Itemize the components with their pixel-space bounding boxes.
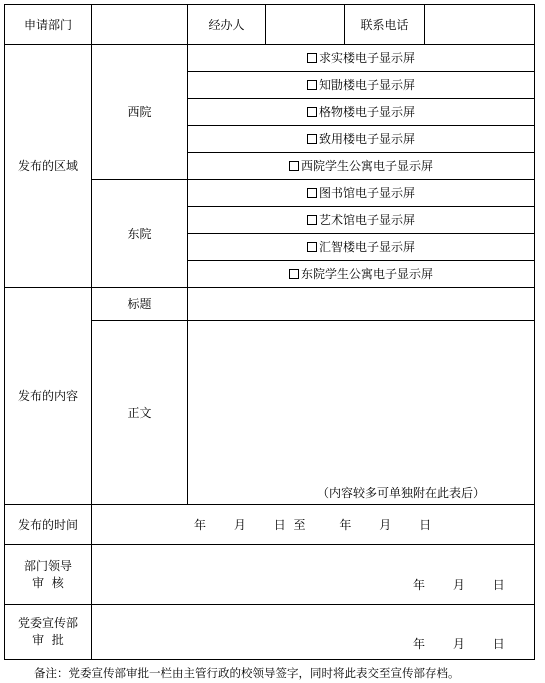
party-approval-field[interactable]: 年 月 日 bbox=[92, 605, 535, 660]
area-label: 发布的区域 bbox=[5, 45, 92, 288]
option-east-3[interactable]: 汇智楼电子显示屏 bbox=[188, 234, 535, 261]
handler-label: 经办人 bbox=[188, 5, 266, 45]
dept-approval-field[interactable]: 年 月 日 bbox=[92, 545, 535, 605]
checkbox-icon[interactable] bbox=[307, 188, 317, 198]
footnote: 备注：党委宣传部审批一栏由主管行政的校领导签字，同时将此表交至宣传部存档。 bbox=[34, 666, 460, 680]
option-west-5[interactable]: 西院学生公寓电子显示屏 bbox=[188, 153, 535, 180]
body-label: 正文 bbox=[92, 321, 188, 505]
checkbox-icon[interactable] bbox=[307, 80, 317, 90]
body-field[interactable] bbox=[188, 321, 535, 505]
option-east-4[interactable]: 东院学生公寓电子显示屏 bbox=[188, 261, 535, 288]
dept-field[interactable] bbox=[92, 5, 188, 45]
dept-approval-label: 部门领导 审 核 bbox=[5, 545, 92, 605]
checkbox-icon[interactable] bbox=[289, 161, 299, 171]
option-east-1[interactable]: 图书馆电子显示屏 bbox=[188, 180, 535, 207]
title-field[interactable] bbox=[188, 288, 535, 321]
phone-field[interactable] bbox=[425, 5, 535, 45]
option-east-2[interactable]: 艺术馆电子显示屏 bbox=[188, 207, 535, 234]
checkbox-icon[interactable] bbox=[307, 107, 317, 117]
option-west-2[interactable]: 知勖楼电子显示屏 bbox=[188, 72, 535, 99]
dept-label: 申请部门 bbox=[5, 5, 92, 45]
checkbox-icon[interactable] bbox=[307, 215, 317, 225]
west-campus-label: 西院 bbox=[92, 45, 188, 180]
title-label: 标题 bbox=[92, 288, 188, 321]
checkbox-icon[interactable] bbox=[307, 242, 317, 252]
option-west-4[interactable]: 致用楼电子显示屏 bbox=[188, 126, 535, 153]
checkbox-icon[interactable] bbox=[307, 53, 317, 63]
body-note: （内容较多可单独附在此表后） bbox=[316, 486, 485, 500]
option-west-3[interactable]: 格物楼电子显示屏 bbox=[188, 99, 535, 126]
application-form bbox=[4, 4, 535, 660]
time-field[interactable]: 年 月 日 至 年 月 日 bbox=[92, 505, 535, 545]
content-label: 发布的内容 bbox=[5, 288, 92, 505]
checkbox-icon[interactable] bbox=[307, 134, 317, 144]
handler-field[interactable] bbox=[266, 5, 345, 45]
checkbox-icon[interactable] bbox=[289, 269, 299, 279]
east-campus-label: 东院 bbox=[92, 180, 188, 288]
phone-label: 联系电话 bbox=[345, 5, 425, 45]
time-label: 发布的时间 bbox=[5, 505, 92, 545]
option-west-1[interactable]: 求实楼电子显示屏 bbox=[188, 45, 535, 72]
party-approval-label: 党委宣传部 审 批 bbox=[5, 605, 92, 660]
